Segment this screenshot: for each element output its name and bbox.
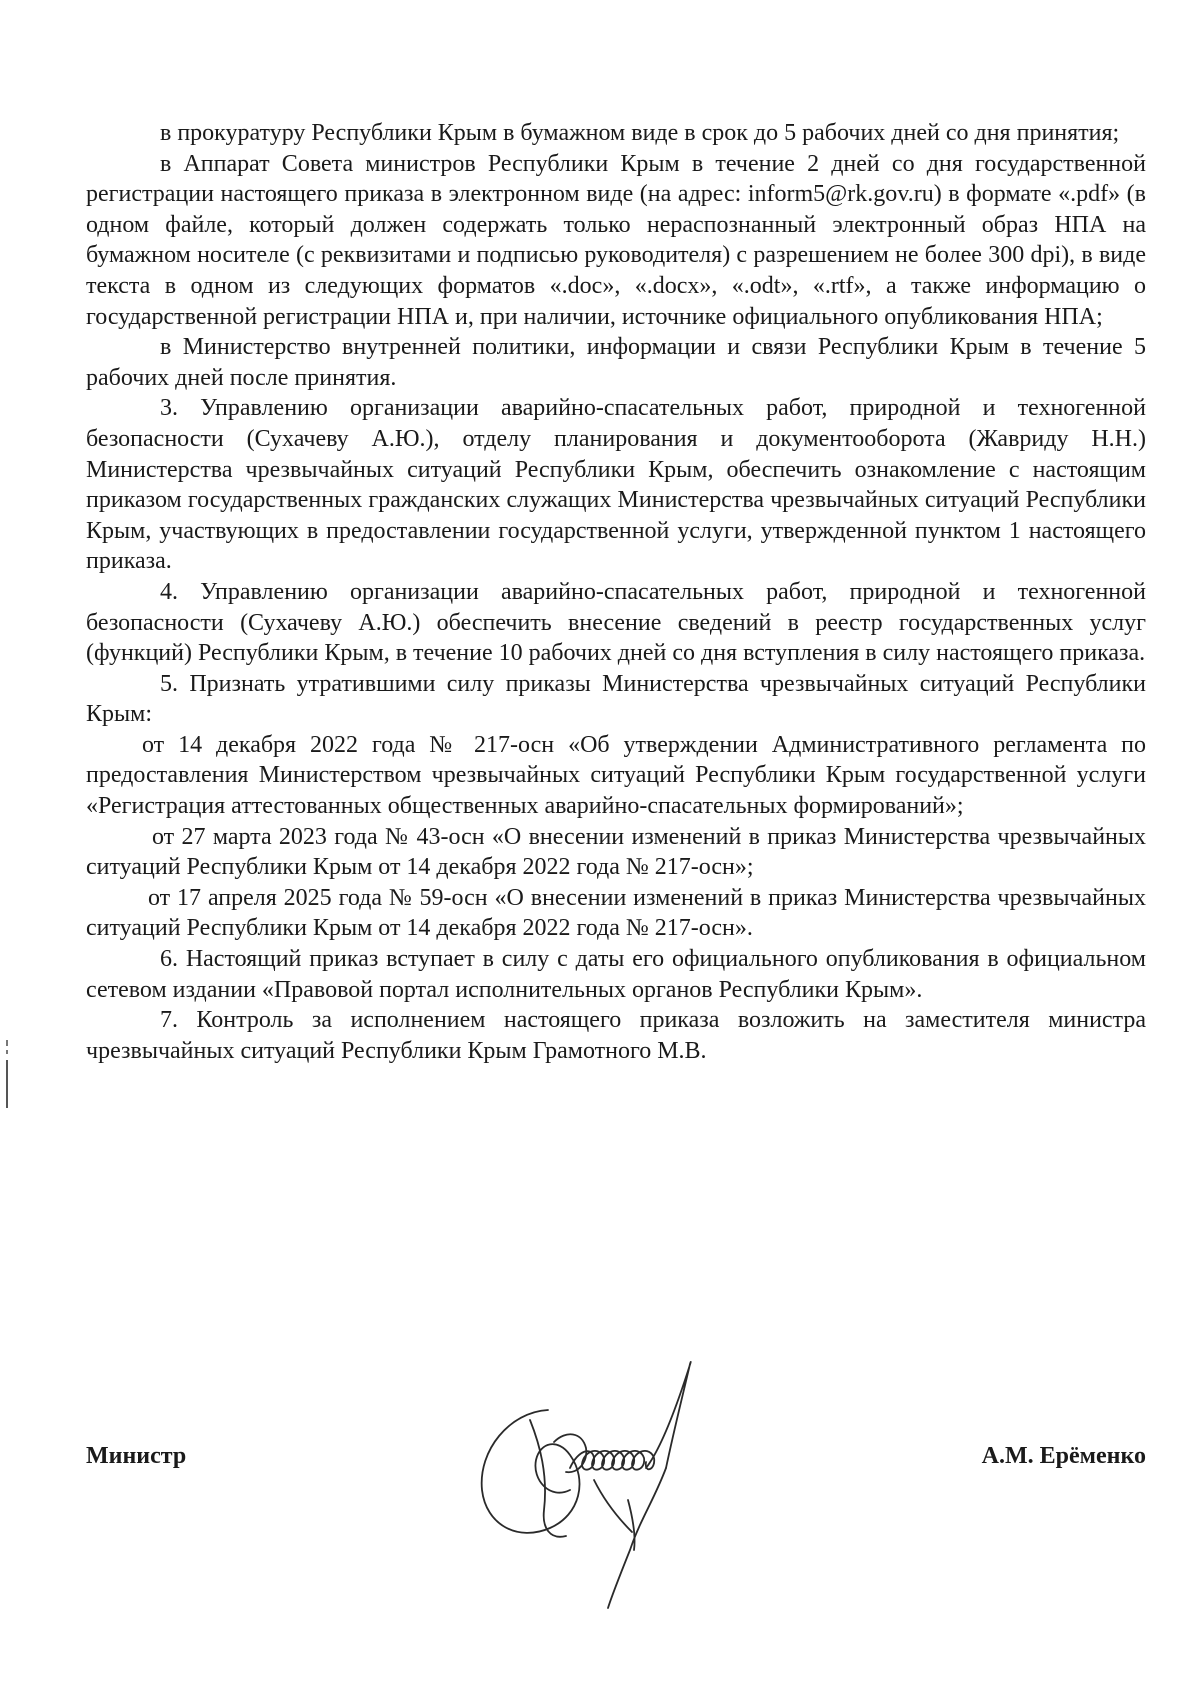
scan-edge-dot bbox=[6, 1050, 8, 1054]
paragraph-council-apparatus: в Аппарат Совета министров Республики Крым в течение 2 дней со дня государственной регистрации настоящего приказа в электронном виде (на адрес: inform5@rk.gov.ru) в формате «.pdf» (в одном файле, который должен содержать только нераспознанный электронный образ НПА на бумажном носителе (с реквизитами и подписью руководителя) с разрешением не более 300 dpi), в виде текста в одном из следующих форматов «.doc», «.docx», «.odt», «.rtf», а также информацию о государственной регистрации НПА и, при наличии, источнике официального опубликования НПА; bbox=[86, 150, 1146, 330]
document-body bbox=[86, 118, 1146, 1066]
paragraph-item-6: 6. Настоящий приказ вступает в силу с даты его официального опубликования в официальном сетевом издании «Правовой портал исполнительных органов Республики Крым». bbox=[86, 946, 1146, 1003]
scan-edge-mark bbox=[6, 1060, 8, 1108]
paragraph-order-217: от 14 декабря 2022 года № 217-осн «Об утверждении Административного регламента по предоставления Министерством чрезвычайных ситуаций Республики Крым государственной услуги «Регистрация аттестованных общественных аварийно-спасательных формирований»; bbox=[86, 731, 1146, 820]
signatory-name: А.М. Ерёменко bbox=[981, 1443, 1146, 1469]
paragraph-order-43: от 27 марта 2023 года № 43-осн «О внесении изменений в приказ Министерства чрезвычайных ситуаций Республики Крым от 14 декабря 2022 года № 217-осн»; bbox=[86, 823, 1146, 881]
paragraph-prosecutor: в прокуратуру Республики Крым в бумажном виде в срок до 5 рабочих дней со дня принятия; bbox=[160, 120, 1120, 146]
signatory-title: Министр bbox=[86, 1443, 187, 1469]
paragraph-item-4: 4. Управлению организации аварийно-спасательных работ, природной и техногенной безопасности (Сухачеву А.Ю.) обеспечить внесение сведений в реестр государственных услуг (функций) Республики Крым, в течение 10 рабочих дней со дня вступления в силу настоящего приказа. bbox=[86, 578, 1146, 667]
handwritten-signature bbox=[470, 1350, 760, 1610]
paragraph-item-5: 5. Признать утратившими силу приказы Министерства чрезвычайных ситуаций Республики Крым: bbox=[86, 670, 1146, 728]
scan-edge-dot bbox=[6, 1040, 8, 1046]
paragraph-order-59: от 17 апреля 2025 года № 59-осн «О внесении изменений в приказ Министерства чрезвычайных ситуаций Республики Крым от 14 декабря 2022 года № 217-осн». bbox=[86, 884, 1146, 942]
paragraph-item-7: 7. Контроль за исполнением настоящего приказа возложить на заместителя министра чрезвычайных ситуаций Республики Крым Грамотного М.В. bbox=[86, 1007, 1146, 1064]
paragraph-item-3: 3. Управлению организации аварийно-спасательных работ, природной и техногенной безопасности (Сухачеву А.Ю.), отделу планирования и документооборота (Жавриду Н.Н.) Министерства чрезвычайных ситуаций Республики Крым, обеспечить ознакомление с настоящим приказом государственных гражданских служащих Министерства чрезвычайных ситуаций Республики Крым, участвующих в предоставлении государственной услуги, утвержденной пунктом 1 настоящего приказа. bbox=[86, 395, 1146, 575]
paragraph-ministry-internal-policy: в Министерство внутренней политики, информации и связи Республики Крым в течение 5 рабочих дней после принятия. bbox=[86, 334, 1146, 391]
